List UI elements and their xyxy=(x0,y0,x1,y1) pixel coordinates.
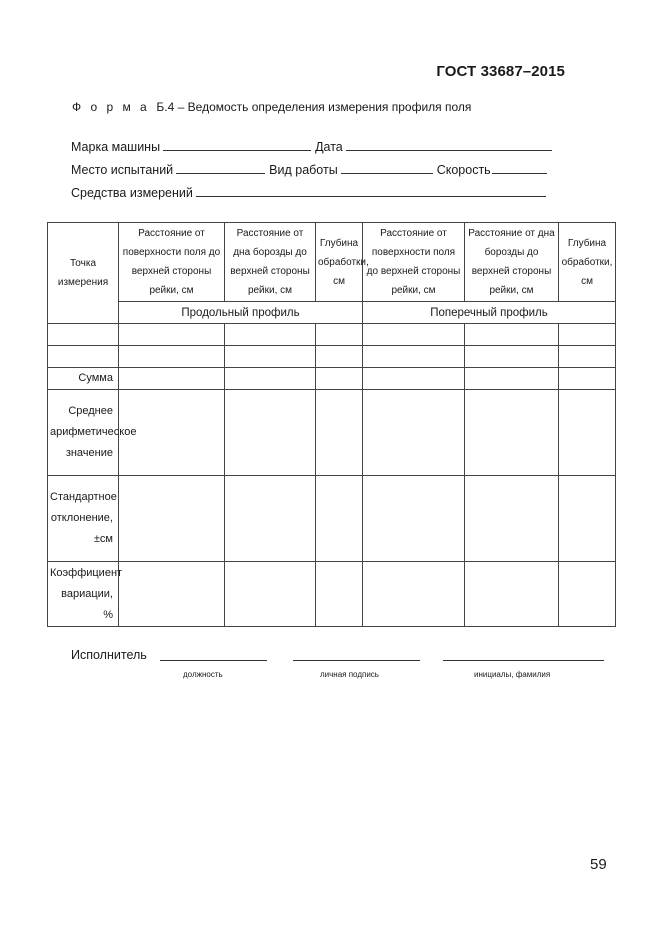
machine-brand-label: Марка машины xyxy=(71,140,161,154)
row-label-stddev: Стандартное отклонение, ±см xyxy=(48,476,119,562)
table-row xyxy=(48,390,616,476)
position-line[interactable] xyxy=(160,648,267,661)
standard-number: ГОСТ 33687–2015 xyxy=(436,63,565,80)
table-row xyxy=(48,562,616,627)
col-header-3: Глубина обработки, см xyxy=(316,223,363,302)
executor-label: Исполнитель xyxy=(71,648,147,662)
speed-line[interactable] xyxy=(492,161,547,174)
table-row xyxy=(48,368,616,390)
col-header-2: Расстояние от дна борозды до верхней стороны рейки, см xyxy=(225,223,316,302)
form-number: Б.4 xyxy=(156,100,175,114)
corner-header: Точка измерения xyxy=(48,223,119,324)
page-number: 59 xyxy=(590,856,607,873)
group-transverse: Поперечный профиль xyxy=(363,302,616,324)
table-row xyxy=(48,324,616,346)
caption-position: должность xyxy=(183,670,223,679)
date-label: Дата xyxy=(315,140,343,154)
table-row xyxy=(48,476,616,562)
measurement-table xyxy=(47,222,616,627)
signature-line[interactable] xyxy=(293,648,420,661)
group-longitudinal: Продольный профиль xyxy=(119,302,363,324)
row-label-sum: Сумма xyxy=(48,368,119,390)
row-label-cv: Коэффициент вариации, % xyxy=(48,562,119,627)
machine-brand-line[interactable] xyxy=(163,138,311,151)
test-place-line[interactable] xyxy=(176,161,265,174)
field-row-1 xyxy=(71,138,556,154)
col-header-1: Расстояние от поверхности поля до верхней стороны рейки, см xyxy=(119,223,225,302)
form-name: – Ведомость определения измерения профиля поля xyxy=(177,100,472,114)
initials-line[interactable] xyxy=(443,648,604,661)
form-prefix: Ф о р м а xyxy=(72,100,150,114)
work-type-line[interactable] xyxy=(341,161,433,174)
caption-signature: личная подпись xyxy=(320,670,379,679)
form-title xyxy=(72,100,471,114)
instruments-line[interactable] xyxy=(196,184,546,197)
test-place-label: Место испытаний xyxy=(71,163,174,177)
speed-label: Скорость xyxy=(436,163,491,177)
work-type-label: Вид работы xyxy=(269,163,338,177)
field-row-2 xyxy=(71,161,551,177)
caption-initials: инициалы, фамилия xyxy=(474,670,551,679)
row-label-mean: Среднее арифметическое значение xyxy=(48,390,119,476)
table-row xyxy=(48,346,616,368)
instruments-label: Средства измерений xyxy=(71,186,193,200)
col-header-4: Расстояние от поверхности поля до верхней стороны рейки, см xyxy=(363,223,465,302)
col-header-6: Глубина обработки, см xyxy=(559,223,616,302)
date-line[interactable] xyxy=(346,138,552,151)
field-row-3 xyxy=(71,184,550,200)
col-header-5: Расстояние от дна борозды до верхней стороны рейки, см xyxy=(465,223,559,302)
